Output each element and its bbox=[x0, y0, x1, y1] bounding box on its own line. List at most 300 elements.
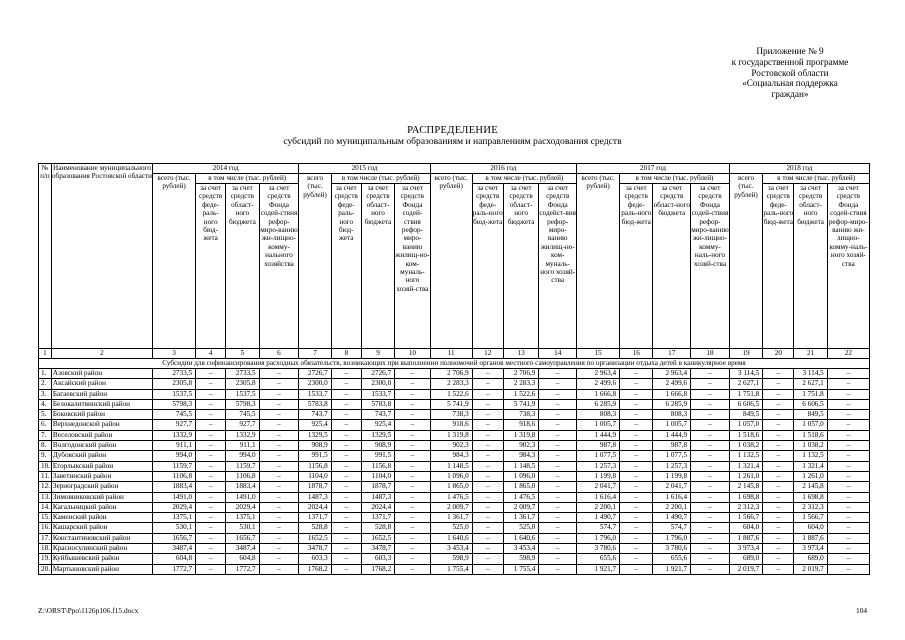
header-including-2018: в том числе (тыс. рублей) bbox=[763, 174, 870, 184]
header-regional-2017: за счет средств област-ного бюджета bbox=[653, 184, 691, 349]
empty-value: – bbox=[472, 502, 503, 512]
amount-cell: 808,3 bbox=[653, 410, 691, 420]
amount-cell: 987,8 bbox=[577, 441, 620, 451]
amount-cell: 2 019,7 bbox=[794, 564, 827, 574]
empty-value: – bbox=[691, 482, 730, 492]
amount-cell: 2 041,7 bbox=[577, 482, 620, 492]
amount-cell: 1 057,0 bbox=[794, 420, 827, 430]
empty-value: – bbox=[539, 513, 577, 523]
amount-cell: 984,3 bbox=[430, 451, 472, 461]
district-name: Каменский район bbox=[51, 513, 152, 523]
amount-cell: 2 009,7 bbox=[430, 502, 472, 512]
empty-value: – bbox=[827, 544, 869, 554]
amount-cell: 1 096,0 bbox=[430, 471, 472, 481]
empty-value: – bbox=[539, 461, 577, 471]
amount-cell: 1 148,5 bbox=[503, 461, 539, 471]
appendix-line: к государственной программе bbox=[731, 56, 849, 67]
amount-cell: 1 444,9 bbox=[653, 430, 691, 440]
empty-value: – bbox=[763, 554, 794, 564]
empty-value: – bbox=[539, 441, 577, 451]
empty-value: – bbox=[196, 523, 226, 533]
column-number: 5 bbox=[226, 349, 259, 359]
amount-cell: 1 796,0 bbox=[653, 533, 691, 543]
empty-value: – bbox=[763, 502, 794, 512]
empty-value: – bbox=[763, 410, 794, 420]
empty-value: – bbox=[539, 430, 577, 440]
amount-cell: 1 319,8 bbox=[503, 430, 539, 440]
empty-value: – bbox=[395, 369, 431, 379]
empty-value: – bbox=[620, 430, 653, 440]
district-name: Куйбышевский район bbox=[51, 554, 152, 564]
header-name: Наименование муниципального образования Ростовской области bbox=[51, 164, 152, 349]
empty-value: – bbox=[395, 564, 431, 574]
table-row bbox=[39, 471, 870, 481]
empty-value: – bbox=[331, 399, 361, 409]
column-number: 21 bbox=[794, 349, 827, 359]
district-name: Кагальницкий район bbox=[51, 502, 152, 512]
amount-cell: 1 518,6 bbox=[794, 430, 827, 440]
empty-value: – bbox=[539, 451, 577, 461]
empty-value: – bbox=[196, 399, 226, 409]
empty-value: – bbox=[395, 430, 431, 440]
amount-cell: 5783,8 bbox=[361, 399, 394, 409]
table-row bbox=[39, 441, 870, 451]
amount-cell: 925,4 bbox=[299, 420, 331, 430]
empty-value: – bbox=[472, 420, 503, 430]
amount-cell: 1 640,6 bbox=[503, 533, 539, 543]
empty-value: – bbox=[620, 554, 653, 564]
amount-cell: 1537,5 bbox=[153, 389, 196, 399]
amount-cell: 925,4 bbox=[361, 420, 394, 430]
empty-value: – bbox=[620, 441, 653, 451]
empty-value: – bbox=[620, 389, 653, 399]
amount-cell: 1656,7 bbox=[226, 533, 259, 543]
district-name: Заветинский район bbox=[51, 471, 152, 481]
empty-value: – bbox=[620, 564, 653, 574]
empty-value: – bbox=[472, 482, 503, 492]
column-number: 13 bbox=[503, 349, 539, 359]
row-number: 19. bbox=[39, 554, 52, 564]
amount-cell: 1 199,8 bbox=[653, 471, 691, 481]
amount-cell: 918,6 bbox=[503, 420, 539, 430]
empty-value: – bbox=[763, 513, 794, 523]
district-name: Константиновский район bbox=[51, 533, 152, 543]
header-row-years bbox=[39, 164, 870, 174]
amount-cell: 1 751,8 bbox=[729, 389, 762, 399]
table-row bbox=[39, 399, 870, 409]
amount-cell: 1487,3 bbox=[299, 492, 331, 502]
district-name: Азовский район bbox=[51, 369, 152, 379]
empty-value: – bbox=[331, 461, 361, 471]
amount-cell: 1 566,7 bbox=[794, 513, 827, 523]
header-total-2017: всего (тыс. рублей) bbox=[577, 174, 620, 349]
amount-cell: 1 518,6 bbox=[729, 430, 762, 440]
empty-value: – bbox=[539, 502, 577, 512]
empty-value: – bbox=[539, 482, 577, 492]
empty-value: – bbox=[259, 441, 299, 451]
header-total-2016: всего (тыс. рублей) bbox=[430, 174, 472, 349]
header-federal-2018: за счет средств феде-раль-ного бюд-жета bbox=[763, 184, 794, 349]
amount-cell: 3487,4 bbox=[153, 544, 196, 554]
district-name: Дубовский район bbox=[51, 451, 152, 461]
amount-cell: 2733,5 bbox=[153, 369, 196, 379]
empty-value: – bbox=[472, 523, 503, 533]
header-row-including bbox=[39, 174, 870, 184]
empty-value: – bbox=[196, 389, 226, 399]
table-row bbox=[39, 544, 870, 554]
empty-value: – bbox=[331, 533, 361, 543]
district-name: Кашарский район bbox=[51, 523, 152, 533]
amount-cell: 3 114,5 bbox=[794, 369, 827, 379]
empty-value: – bbox=[539, 533, 577, 543]
amount-cell: 1 887,6 bbox=[794, 533, 827, 543]
row-number: 14. bbox=[39, 502, 52, 512]
amount-cell: 1 096,0 bbox=[503, 471, 539, 481]
empty-value: – bbox=[691, 513, 730, 523]
amount-cell: 1332,9 bbox=[226, 430, 259, 440]
header-fund-2018: за счет средств Фонда содей-ствия рефор-миро-ванию жи-лищно-комму-наль-ного хозяй-ства bbox=[827, 184, 869, 349]
table-body bbox=[39, 359, 870, 575]
column-number: 14 bbox=[539, 349, 577, 359]
row-number: 3. bbox=[39, 389, 52, 399]
amount-cell: 1 522,6 bbox=[430, 389, 472, 399]
empty-value: – bbox=[395, 513, 431, 523]
empty-value: – bbox=[395, 379, 431, 389]
amount-cell: 743,7 bbox=[361, 410, 394, 420]
empty-value: – bbox=[691, 544, 730, 554]
amount-cell: 525,0 bbox=[430, 523, 472, 533]
amount-cell: 5798,3 bbox=[153, 399, 196, 409]
document-subtitle: субсидий по муниципальным образованиям и направлениям расходования средств bbox=[283, 136, 622, 147]
empty-value: – bbox=[539, 564, 577, 574]
empty-value: – bbox=[763, 564, 794, 574]
empty-value: – bbox=[691, 410, 730, 420]
empty-value: – bbox=[395, 461, 431, 471]
column-number: 4 bbox=[196, 349, 226, 359]
district-name: Мартыновский район bbox=[51, 564, 152, 574]
amount-cell: 1 755,4 bbox=[430, 564, 472, 574]
amount-cell: 1375,1 bbox=[153, 513, 196, 523]
empty-value: – bbox=[827, 461, 869, 471]
empty-value: – bbox=[196, 564, 226, 574]
empty-value: – bbox=[763, 544, 794, 554]
amount-cell: 745,5 bbox=[153, 410, 196, 420]
empty-value: – bbox=[827, 513, 869, 523]
table-row bbox=[39, 420, 870, 430]
empty-value: – bbox=[259, 482, 299, 492]
empty-value: – bbox=[259, 369, 299, 379]
row-number: 8. bbox=[39, 441, 52, 451]
table-row bbox=[39, 492, 870, 502]
amount-cell: 1 666,8 bbox=[577, 389, 620, 399]
amount-cell: 2 009,7 bbox=[503, 502, 539, 512]
empty-value: – bbox=[196, 420, 226, 430]
amount-cell: 525,0 bbox=[503, 523, 539, 533]
empty-value: – bbox=[259, 410, 299, 420]
empty-value: – bbox=[395, 389, 431, 399]
header-federal-2015: за счет средств феде-раль-ного бюд-жета bbox=[331, 184, 361, 349]
row-number: 4. bbox=[39, 399, 52, 409]
section-title: Субсидии для софинансирования расходных обязательств, возникающих при выполнении полномочий органов местного самоуправления по организации отдыха детей в каникулярное время bbox=[39, 359, 870, 369]
amount-cell: 2 283,3 bbox=[430, 379, 472, 389]
empty-value: – bbox=[691, 523, 730, 533]
empty-value: – bbox=[691, 471, 730, 481]
row-number: 5. bbox=[39, 410, 52, 420]
amount-cell: 1375,1 bbox=[226, 513, 259, 523]
empty-value: – bbox=[691, 441, 730, 451]
empty-value: – bbox=[620, 461, 653, 471]
empty-value: – bbox=[395, 523, 431, 533]
empty-value: – bbox=[259, 564, 299, 574]
empty-value: – bbox=[472, 564, 503, 574]
row-number: 6. bbox=[39, 420, 52, 430]
column-numbers-row bbox=[39, 349, 870, 359]
amount-cell: 2 041,7 bbox=[653, 482, 691, 492]
empty-value: – bbox=[472, 513, 503, 523]
empty-value: – bbox=[620, 451, 653, 461]
amount-cell: 2300,0 bbox=[361, 379, 394, 389]
amount-cell: 1 476,5 bbox=[503, 492, 539, 502]
empty-value: – bbox=[691, 554, 730, 564]
amount-cell: 604,8 bbox=[226, 554, 259, 564]
empty-value: – bbox=[827, 430, 869, 440]
empty-value: – bbox=[620, 513, 653, 523]
amount-cell: 3 973,4 bbox=[794, 544, 827, 554]
empty-value: – bbox=[196, 533, 226, 543]
table-row bbox=[39, 389, 870, 399]
appendix-line: граждан» bbox=[771, 89, 809, 100]
empty-value: – bbox=[196, 544, 226, 554]
amount-cell: 1 319,8 bbox=[430, 430, 472, 440]
header-year-2015: 2015 год bbox=[299, 164, 430, 174]
amount-cell: 5 741,9 bbox=[430, 399, 472, 409]
amount-cell: 2 706,9 bbox=[430, 369, 472, 379]
empty-value: – bbox=[196, 513, 226, 523]
empty-value: – bbox=[331, 564, 361, 574]
empty-value: – bbox=[539, 420, 577, 430]
empty-value: – bbox=[763, 389, 794, 399]
empty-value: – bbox=[620, 523, 653, 533]
amount-cell: 908,9 bbox=[299, 441, 331, 451]
header-total-2018: всего (тыс. рублей) bbox=[729, 174, 762, 349]
amount-cell: 2726,7 bbox=[299, 369, 331, 379]
amount-cell: 902,3 bbox=[430, 441, 472, 451]
amount-cell: 1371,7 bbox=[299, 513, 331, 523]
empty-value: – bbox=[331, 554, 361, 564]
amount-cell: 1491,0 bbox=[226, 492, 259, 502]
empty-value: – bbox=[395, 441, 431, 451]
empty-value: – bbox=[259, 420, 299, 430]
amount-cell: 655,6 bbox=[577, 554, 620, 564]
empty-value: – bbox=[763, 430, 794, 440]
amount-cell: 1 132,5 bbox=[729, 451, 762, 461]
header-year-2018: 2018 год bbox=[729, 164, 869, 174]
amount-cell: 1104,0 bbox=[361, 471, 394, 481]
amount-cell: 908,9 bbox=[361, 441, 394, 451]
column-number: 3 bbox=[153, 349, 196, 359]
empty-value: – bbox=[395, 502, 431, 512]
row-number: 17. bbox=[39, 533, 52, 543]
amount-cell: 2 627,1 bbox=[794, 379, 827, 389]
amount-cell: 3 780,6 bbox=[577, 544, 620, 554]
table-row bbox=[39, 461, 870, 471]
amount-cell: 994,0 bbox=[226, 451, 259, 461]
empty-value: – bbox=[691, 533, 730, 543]
amount-cell: 1 887,6 bbox=[729, 533, 762, 543]
amount-cell: 1 257,3 bbox=[577, 461, 620, 471]
amount-cell: 1883,4 bbox=[153, 482, 196, 492]
amount-cell: 2 145,8 bbox=[794, 482, 827, 492]
amount-cell: 1371,7 bbox=[361, 513, 394, 523]
amount-cell: 2 627,1 bbox=[729, 379, 762, 389]
empty-value: – bbox=[331, 389, 361, 399]
amount-cell: 2 019,7 bbox=[729, 564, 762, 574]
amount-cell: 6 285,9 bbox=[577, 399, 620, 409]
page-number: 104 bbox=[856, 606, 868, 615]
empty-value: – bbox=[827, 369, 869, 379]
amount-cell: 1104,0 bbox=[299, 471, 331, 481]
amount-cell: 2 963,4 bbox=[653, 369, 691, 379]
amount-cell: 918,6 bbox=[430, 420, 472, 430]
row-number: 9. bbox=[39, 451, 52, 461]
appendix-line: Ростовской области bbox=[751, 67, 829, 78]
amount-cell: 2029,4 bbox=[153, 502, 196, 512]
amount-cell: 1 361,7 bbox=[503, 513, 539, 523]
column-number: 10 bbox=[395, 349, 431, 359]
amount-cell: 528,8 bbox=[361, 523, 394, 533]
amount-cell: 1 522,6 bbox=[503, 389, 539, 399]
empty-value: – bbox=[259, 461, 299, 471]
row-number: 16. bbox=[39, 523, 52, 533]
empty-value: – bbox=[472, 533, 503, 543]
amount-cell: 1 490,7 bbox=[653, 513, 691, 523]
empty-value: – bbox=[331, 544, 361, 554]
amount-cell: 1533,7 bbox=[299, 389, 331, 399]
amount-cell: 2 200,1 bbox=[653, 502, 691, 512]
header-year-2017: 2017 год bbox=[577, 164, 730, 174]
header-federal-2017: за счет средств феде-раль-ного бюд-жета bbox=[620, 184, 653, 349]
empty-value: – bbox=[827, 410, 869, 420]
table-row bbox=[39, 564, 870, 574]
amount-cell: 1652,5 bbox=[299, 533, 331, 543]
header-federal-2014: за счет средств феде-раль-ного бюд-жета bbox=[196, 184, 226, 349]
header-fund-2017: за счет средств Фонда содей-ствия рефор-миро-ванию жи-лищно-комму-наль-ного хозяй-ства bbox=[691, 184, 730, 349]
amount-cell: 3 453,4 bbox=[430, 544, 472, 554]
empty-value: – bbox=[827, 523, 869, 533]
amount-cell: 1 077,5 bbox=[653, 451, 691, 461]
empty-value: – bbox=[691, 461, 730, 471]
amount-cell: 2029,4 bbox=[226, 502, 259, 512]
amount-cell: 1329,5 bbox=[361, 430, 394, 440]
amount-cell: 1652,5 bbox=[361, 533, 394, 543]
amount-cell: 604,0 bbox=[729, 523, 762, 533]
amount-cell: 2305,8 bbox=[153, 379, 196, 389]
empty-value: – bbox=[620, 482, 653, 492]
header-fund-2015: за счет средств Фонда содей-ствия рефор-миро-ванию жилищ-но-ком-муналь-ного хозяй-ства bbox=[395, 184, 431, 349]
empty-value: – bbox=[196, 461, 226, 471]
empty-value: – bbox=[331, 471, 361, 481]
empty-value: – bbox=[620, 369, 653, 379]
amount-cell: 994,0 bbox=[153, 451, 196, 461]
amount-cell: 1 666,8 bbox=[653, 389, 691, 399]
empty-value: – bbox=[827, 492, 869, 502]
amount-cell: 5798,3 bbox=[226, 399, 259, 409]
amount-cell: 2305,8 bbox=[226, 379, 259, 389]
amount-cell: 1 132,5 bbox=[794, 451, 827, 461]
empty-value: – bbox=[472, 369, 503, 379]
column-number: 11 bbox=[430, 349, 472, 359]
empty-value: – bbox=[691, 564, 730, 574]
empty-value: – bbox=[395, 451, 431, 461]
empty-value: – bbox=[691, 492, 730, 502]
amount-cell: 1 444,9 bbox=[577, 430, 620, 440]
section-row bbox=[39, 359, 870, 369]
empty-value: – bbox=[620, 533, 653, 543]
amount-cell: 1 751,8 bbox=[794, 389, 827, 399]
empty-value: – bbox=[827, 554, 869, 564]
amount-cell: 1106,8 bbox=[153, 471, 196, 481]
empty-value: – bbox=[196, 492, 226, 502]
amount-cell: 2300,0 bbox=[299, 379, 331, 389]
document-title: РАСПРЕДЕЛЕНИЕ bbox=[407, 125, 498, 136]
amount-cell: 1156,8 bbox=[299, 461, 331, 471]
row-number: 15. bbox=[39, 513, 52, 523]
empty-value: – bbox=[539, 399, 577, 409]
header-fund-2016: за счет средств Фонда содейст-вия рефор-миро-ванию жилищ-но-ком-муналь-ного хозяй-ства bbox=[539, 184, 577, 349]
empty-value: – bbox=[763, 379, 794, 389]
empty-value: – bbox=[827, 451, 869, 461]
amount-cell: 1159,7 bbox=[226, 461, 259, 471]
empty-value: – bbox=[259, 544, 299, 554]
empty-value: – bbox=[763, 492, 794, 502]
column-number: 17 bbox=[653, 349, 691, 359]
empty-value: – bbox=[763, 420, 794, 430]
empty-value: – bbox=[691, 430, 730, 440]
amount-cell: 1491,0 bbox=[153, 492, 196, 502]
empty-value: – bbox=[259, 379, 299, 389]
amount-cell: 6 606,5 bbox=[729, 399, 762, 409]
amount-cell: 2 200,1 bbox=[577, 502, 620, 512]
empty-value: – bbox=[331, 513, 361, 523]
amount-cell: 2726,7 bbox=[361, 369, 394, 379]
amount-cell: 2 963,4 bbox=[577, 369, 620, 379]
empty-value: – bbox=[691, 451, 730, 461]
empty-value: – bbox=[763, 533, 794, 543]
empty-value: – bbox=[259, 513, 299, 523]
empty-value: – bbox=[763, 441, 794, 451]
table-row bbox=[39, 379, 870, 389]
empty-value: – bbox=[620, 420, 653, 430]
empty-value: – bbox=[472, 430, 503, 440]
empty-value: – bbox=[827, 420, 869, 430]
amount-cell: 911,1 bbox=[153, 441, 196, 451]
amount-cell: 574,7 bbox=[577, 523, 620, 533]
district-name: Красносулинский район bbox=[51, 544, 152, 554]
empty-value: – bbox=[827, 482, 869, 492]
empty-value: – bbox=[196, 441, 226, 451]
amount-cell: 1 038,2 bbox=[794, 441, 827, 451]
amount-cell: 3478,7 bbox=[299, 544, 331, 554]
column-number: 20 bbox=[763, 349, 794, 359]
empty-value: – bbox=[196, 502, 226, 512]
amount-cell: 1159,7 bbox=[153, 461, 196, 471]
appendix-line: Приложение № 9 bbox=[756, 46, 824, 56]
column-number: 22 bbox=[827, 349, 869, 359]
amount-cell: 1 865,0 bbox=[430, 482, 472, 492]
district-name: Егорлыкский район bbox=[51, 461, 152, 471]
empty-value: – bbox=[763, 482, 794, 492]
amount-cell: 2 312,3 bbox=[794, 502, 827, 512]
